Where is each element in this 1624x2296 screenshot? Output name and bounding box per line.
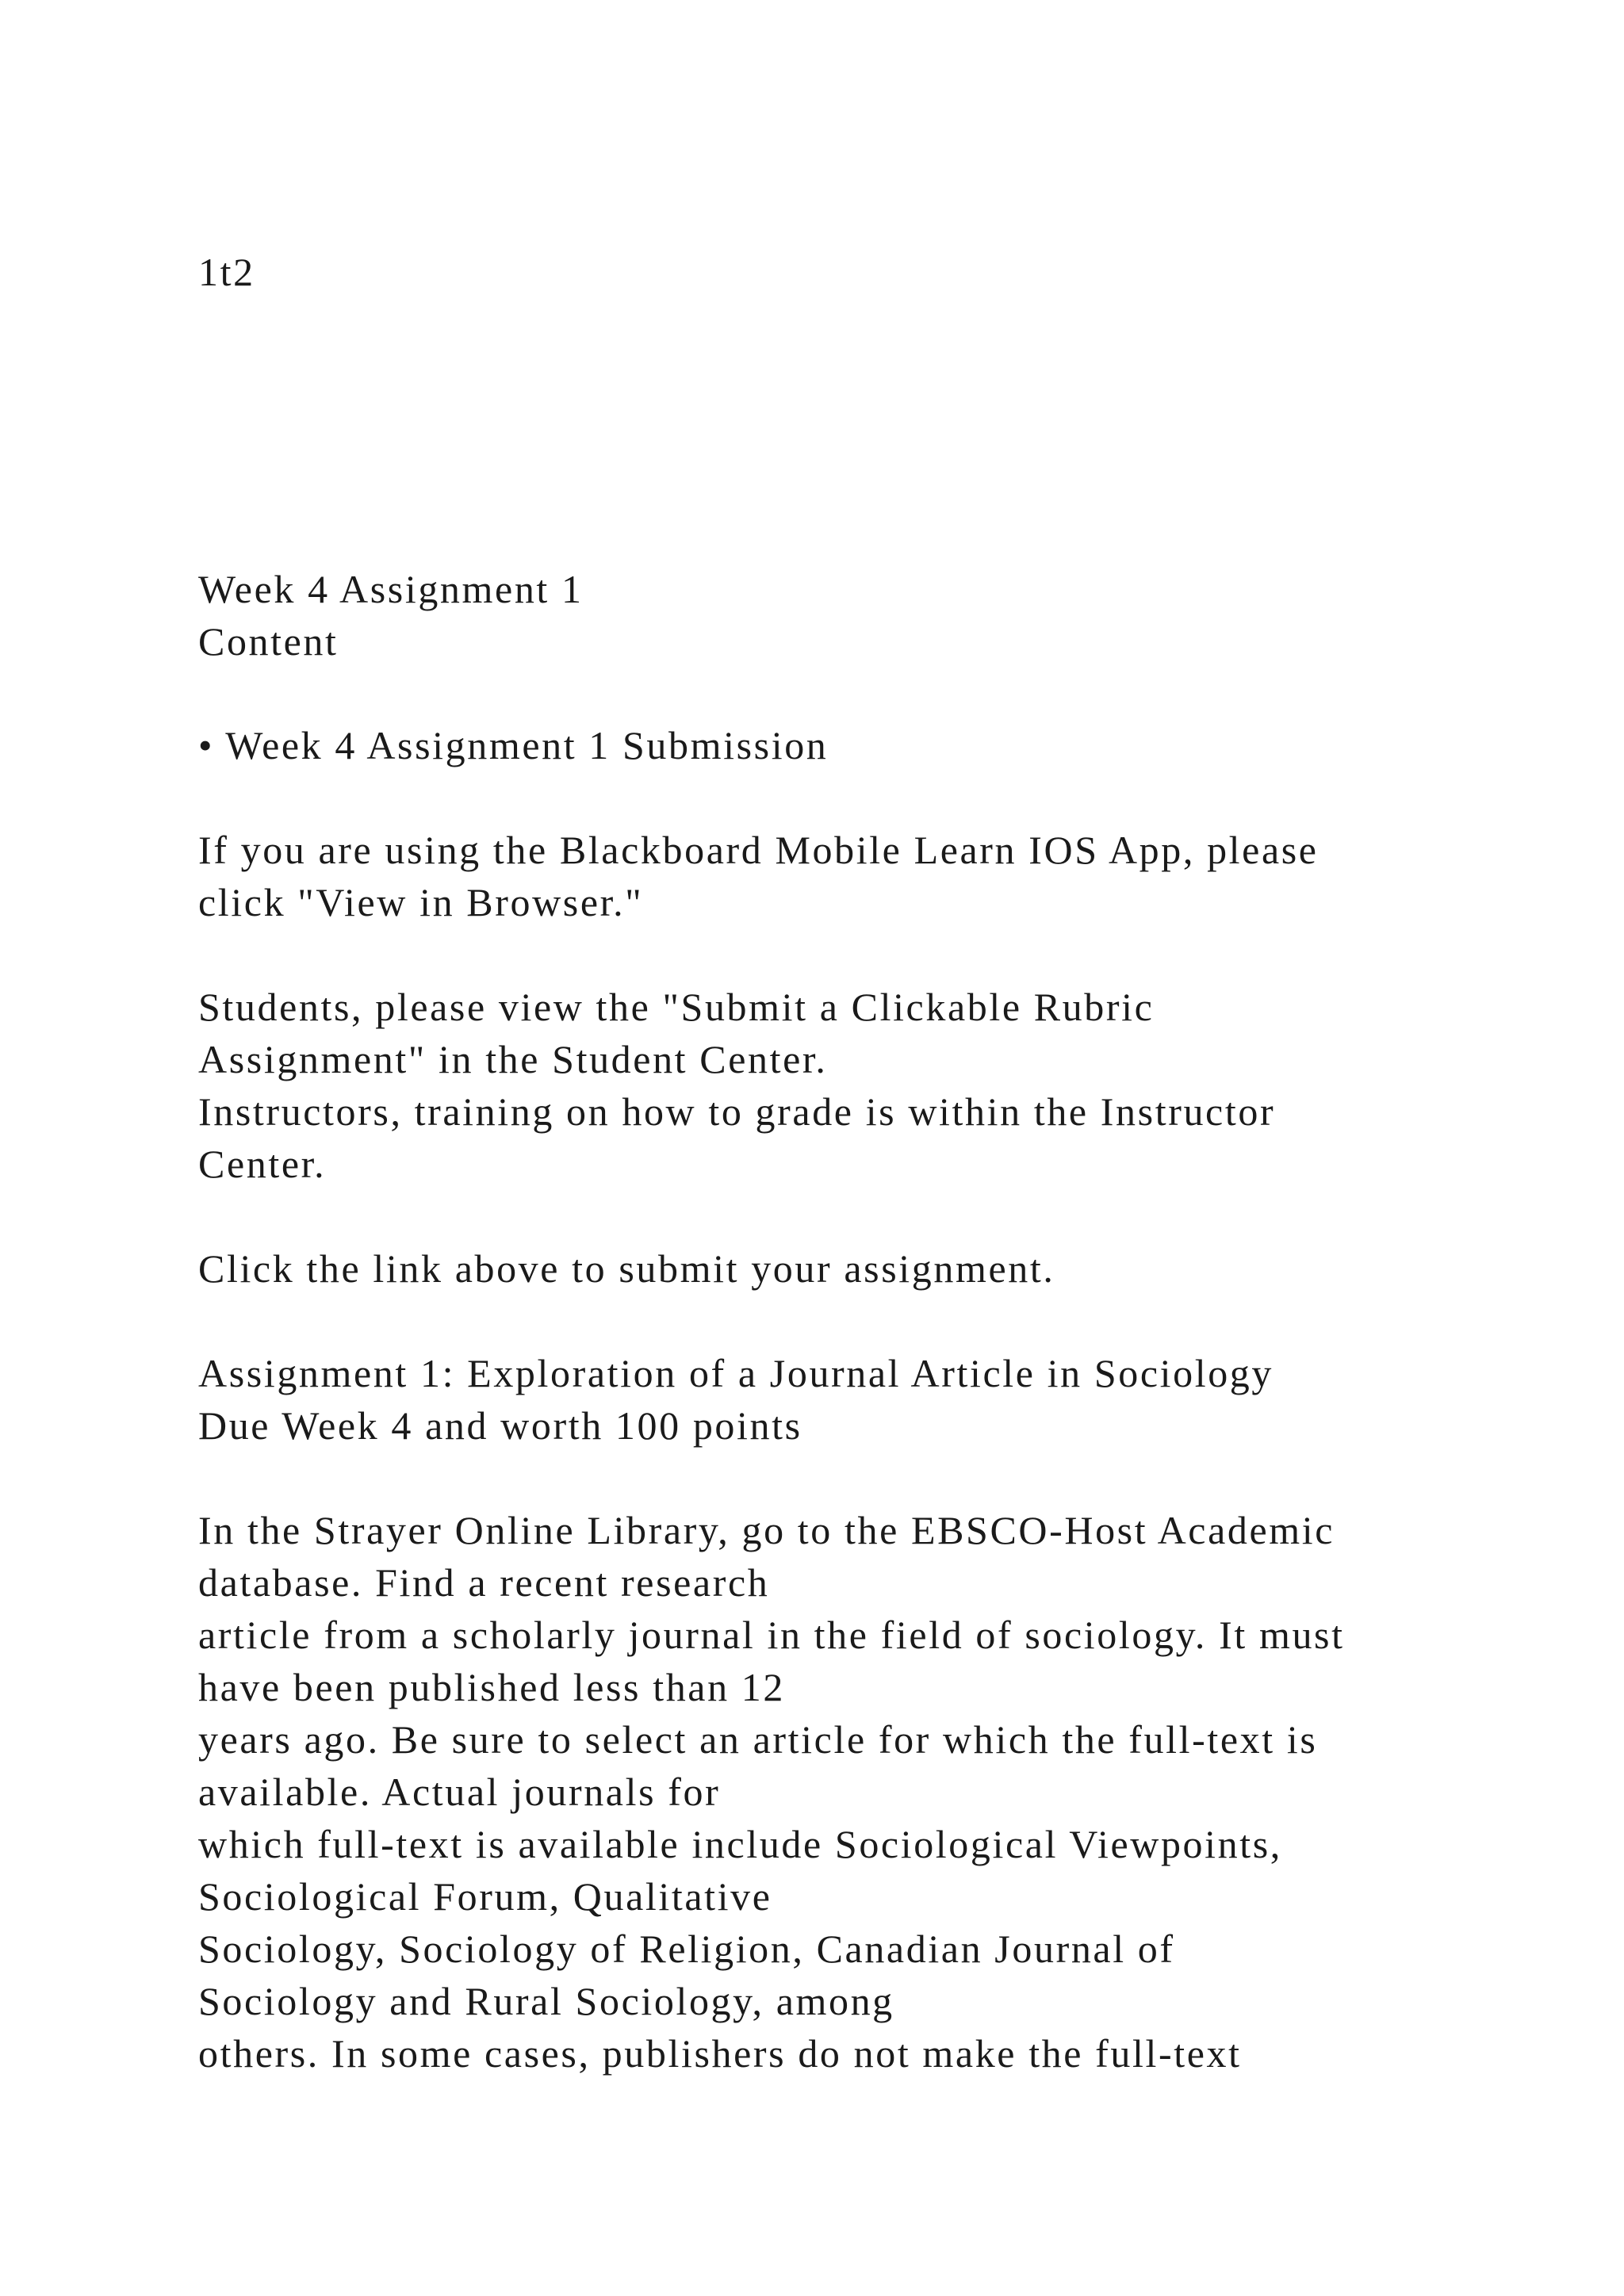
text-line: database. Find a recent research xyxy=(198,1560,770,1605)
text-line: years ago. Be sure to select an article for which the full-text is xyxy=(198,1717,1318,1762)
text-line: Students, please view the "Submit a Clickable Rubric xyxy=(198,985,1155,1029)
text-line: Instructors, training on how to grade is within the Instructor xyxy=(198,1089,1276,1134)
text-line: Sociology, Sociology of Religion, Canadian Journal of xyxy=(198,1927,1175,1971)
text-line: click "View in Browser." xyxy=(198,880,644,924)
submission-link[interactable]: • Week 4 Assignment 1 Submission xyxy=(198,723,829,767)
text-line: In the Strayer Online Library, go to the EBSCO-Host Academic xyxy=(198,1508,1335,1552)
section-heading: Content xyxy=(198,619,339,664)
text-line: Assignment" in the Student Center. xyxy=(198,1037,828,1081)
text-line: If you are using the Blackboard Mobile Learn IOS App, please xyxy=(198,828,1319,872)
text-line: others. In some cases, publishers do not make the full-text xyxy=(198,2031,1242,2076)
assignment-title: Week 4 Assignment 1 xyxy=(198,567,584,611)
text-line: Center. xyxy=(198,1142,327,1186)
text-line: Sociology and Rural Sociology, among xyxy=(198,1979,894,2023)
text-line: have been published less than 12 xyxy=(198,1665,785,1709)
text-line: Click the link above to submit your assignment. xyxy=(198,1246,1055,1291)
text-line: article from a scholarly journal in the field of sociology. It must xyxy=(198,1613,1345,1657)
page-label: 1t2 xyxy=(198,250,255,294)
assignment-heading: Assignment 1: Exploration of a Journal Article in Sociology xyxy=(198,1351,1274,1395)
text-line: Sociological Forum, Qualitative xyxy=(198,1874,772,1919)
text-line: available. Actual journals for xyxy=(198,1770,721,1814)
due-date-line: Due Week 4 and worth 100 points xyxy=(198,1403,802,1448)
text-line: which full-text is available include Sociological Viewpoints, xyxy=(198,1822,1282,1866)
